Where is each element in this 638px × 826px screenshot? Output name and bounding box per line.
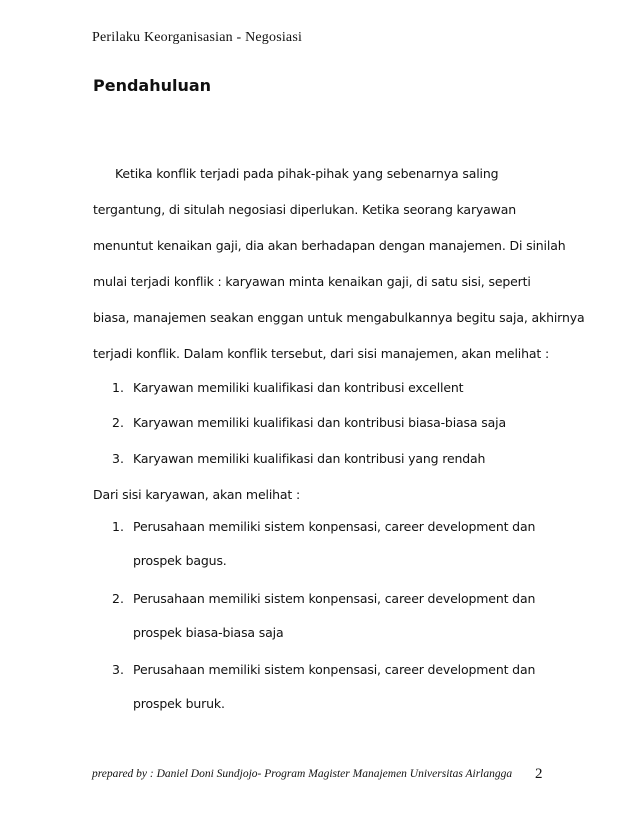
list-item: Perusahaan memiliki sistem konpensasi, career development dan [133, 591, 536, 606]
list-item-continuation: prospek biasa-biasa saja [133, 625, 284, 640]
list-item: Karyawan memiliki kualifikasi dan kontribusi biasa-biasa saja [133, 415, 506, 430]
list-item: Karyawan memiliki kualifikasi dan kontribusi excellent [133, 380, 464, 395]
intro-line: biasa, manajemen seakan enggan untuk mengabulkannya begitu saja, akhirnya [93, 310, 585, 325]
section-title: Pendahuluan [93, 76, 212, 95]
list-item: Karyawan memiliki kualifikasi dan kontribusi yang rendah [133, 451, 486, 466]
page-header: Perilaku Keorganisasian - Negosiasi [92, 30, 303, 45]
list-number: 1. [112, 519, 124, 534]
list-number: 2. [112, 591, 124, 606]
intro-line: menuntut kenaikan gaji, dia akan berhadapan dengan manajemen. Di sinilah [93, 238, 566, 253]
employee-intro: Dari sisi karyawan, akan melihat : [93, 487, 301, 502]
list-number: 3. [112, 451, 124, 466]
list-item: Perusahaan memiliki sistem konpensasi, career development dan [133, 519, 536, 534]
list-number: 2. [112, 415, 124, 430]
list-number: 3. [112, 662, 124, 677]
list-item-continuation: prospek buruk. [133, 696, 225, 711]
intro-line: tergantung, di situlah negosiasi diperlukan. Ketika seorang karyawan [93, 202, 517, 217]
list-number: 1. [112, 380, 124, 395]
page-number: 2 [535, 766, 543, 782]
intro-line: terjadi konflik. Dalam konflik tersebut, dari sisi manajemen, akan melihat : [93, 346, 550, 361]
intro-line: mulai terjadi konflik : karyawan minta kenaikan gaji, di satu sisi, seperti [93, 274, 531, 289]
footer-prepared-by: prepared by : Daniel Doni Sundjojo- Program Magister Manajemen Universitas Airlangga [92, 768, 513, 780]
list-item-continuation: prospek bagus. [133, 553, 227, 568]
intro-line: Ketika konflik terjadi pada pihak-pihak yang sebenarnya saling [115, 166, 499, 181]
list-item: Perusahaan memiliki sistem konpensasi, career development dan [133, 662, 536, 677]
